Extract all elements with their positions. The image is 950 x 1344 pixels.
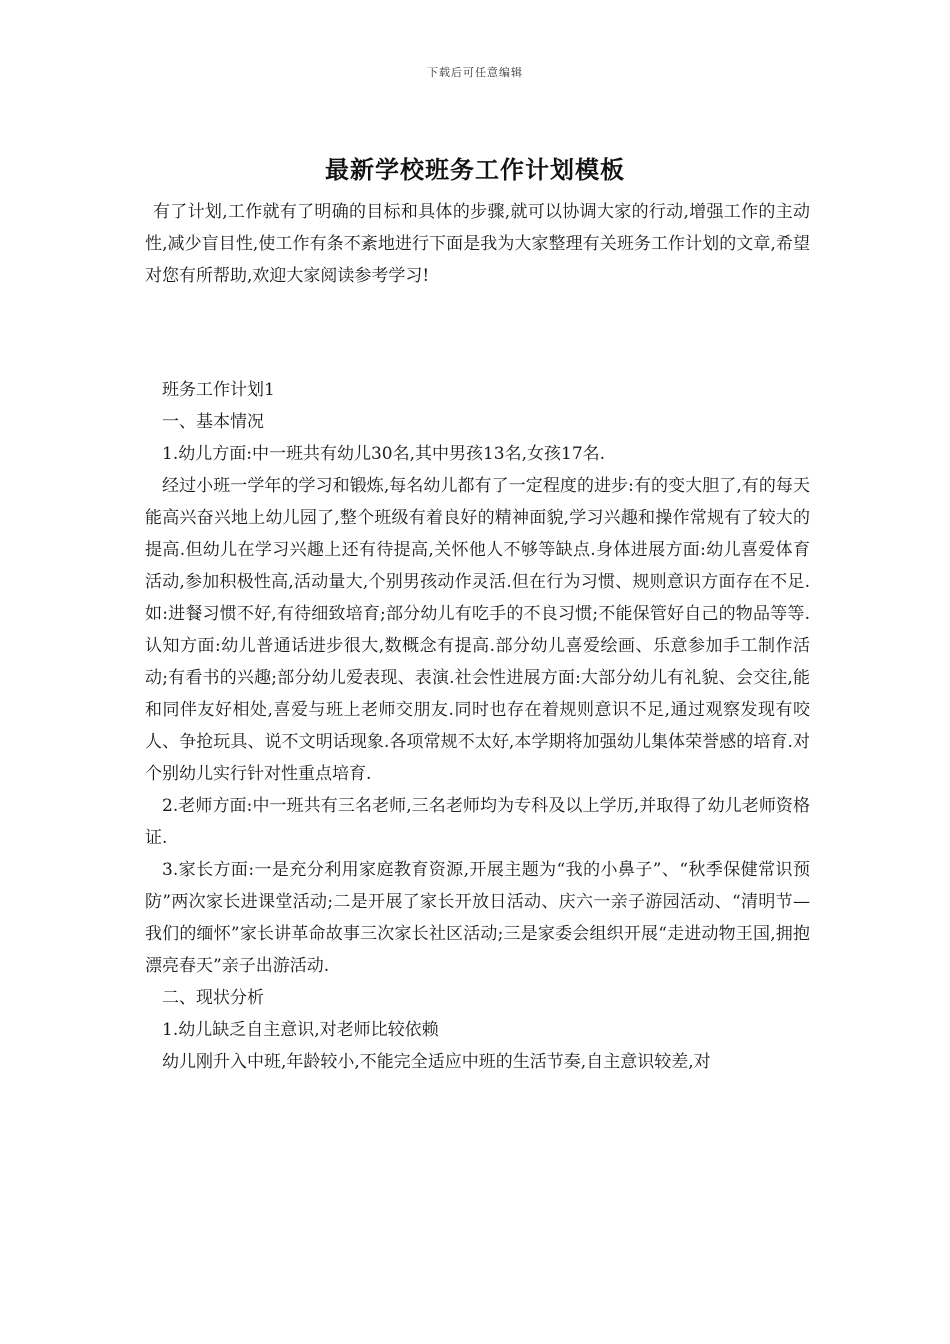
paragraph-children-count: 1.幼儿方面:中一班共有幼儿30名,其中男孩13名,女孩17名. — [162, 444, 606, 464]
intro-paragraph: 有了计划,工作就有了明确的目标和具体的步骤,就可以协调大家的行动,增强工作的主动性,减少盲目性,使工作有条不紊地进行下面是我为大家整理有关班务工作计划的文章,希望对您有所帮助,欢迎大家阅读参考学习! — [145, 202, 810, 286]
paragraph-children-development: 经过小班一学年的学习和锻炼,每名幼儿都有了一定程度的进步:有的变大胆了,有的每天能高兴奋兴地上幼儿园了,整个班级有着良好的精神面貌,学习兴趣和操作常规有了较大的提高.但幼儿在学习兴趣上还有待提高,关怀他人不够等缺点.身体进展方面:幼儿喜爱体育活动,参加积极性高,活动量大,个别男孩动作灵活.但在行为习惯、规则意识方面存在不足.如:进餐习惯不好,有待细致培育;部分幼儿有吃手的不良习惯;不能保管好自己的物品等等.认知方面:幼儿普通话进步很大,数概念有提高.部分幼儿喜爱绘画、乐意参加手工制作活动;有看书的兴趣;部分幼儿爱表现、表演.社会性进展方面:大部分幼儿有礼貌、会交往,能和同伴友好相处,喜爱与班上老师交朋友.同时也存在着规则意识不足,通过观察发现有咬人、争抢玩具、说不文明话现象.各项常规不太好,本学期将加强幼儿集体荣誉感的培育.对个别幼儿实行针对性重点培育. — [145, 476, 810, 784]
section-heading-plan-1: 班务工作计划1 — [162, 380, 275, 400]
document-title: 最新学校班务工作计划模板 — [325, 155, 625, 184]
page-header-note: 下载后可任意编辑 — [427, 66, 523, 79]
paragraph-teachers: 2.老师方面:中一班共有三名老师,三名老师均为专科及以上学历,并取得了幼儿老师资格证. — [145, 796, 810, 848]
paragraph-autonomy-detail: 幼儿刚升入中班,年龄较小,不能完全适应中班的生活节奏,自主意识较差,对 — [162, 1052, 711, 1072]
subheading-lack-autonomy: 1.幼儿缺乏自主意识,对老师比较依赖 — [162, 1020, 439, 1040]
document-body — [145, 374, 810, 1078]
intro-section — [145, 196, 810, 292]
section-heading-status-analysis: 二、现状分析 — [162, 988, 264, 1008]
paragraph-parents: 3.家长方面:一是充分利用家庭教育资源,开展主题为“我的小鼻子”、“秋季保健常识预防”两次家长进课堂活动;二是开展了家长开放日活动、庆六一亲子游园活动、“清明节—我们的缅怀”家长讲革命故事三次家长社区活动;三是家委会组织开展“走进动物王国,拥抱漂亮春天”亲子出游活动. — [145, 860, 810, 976]
section-heading-basic-situation: 一、基本情况 — [162, 412, 264, 432]
